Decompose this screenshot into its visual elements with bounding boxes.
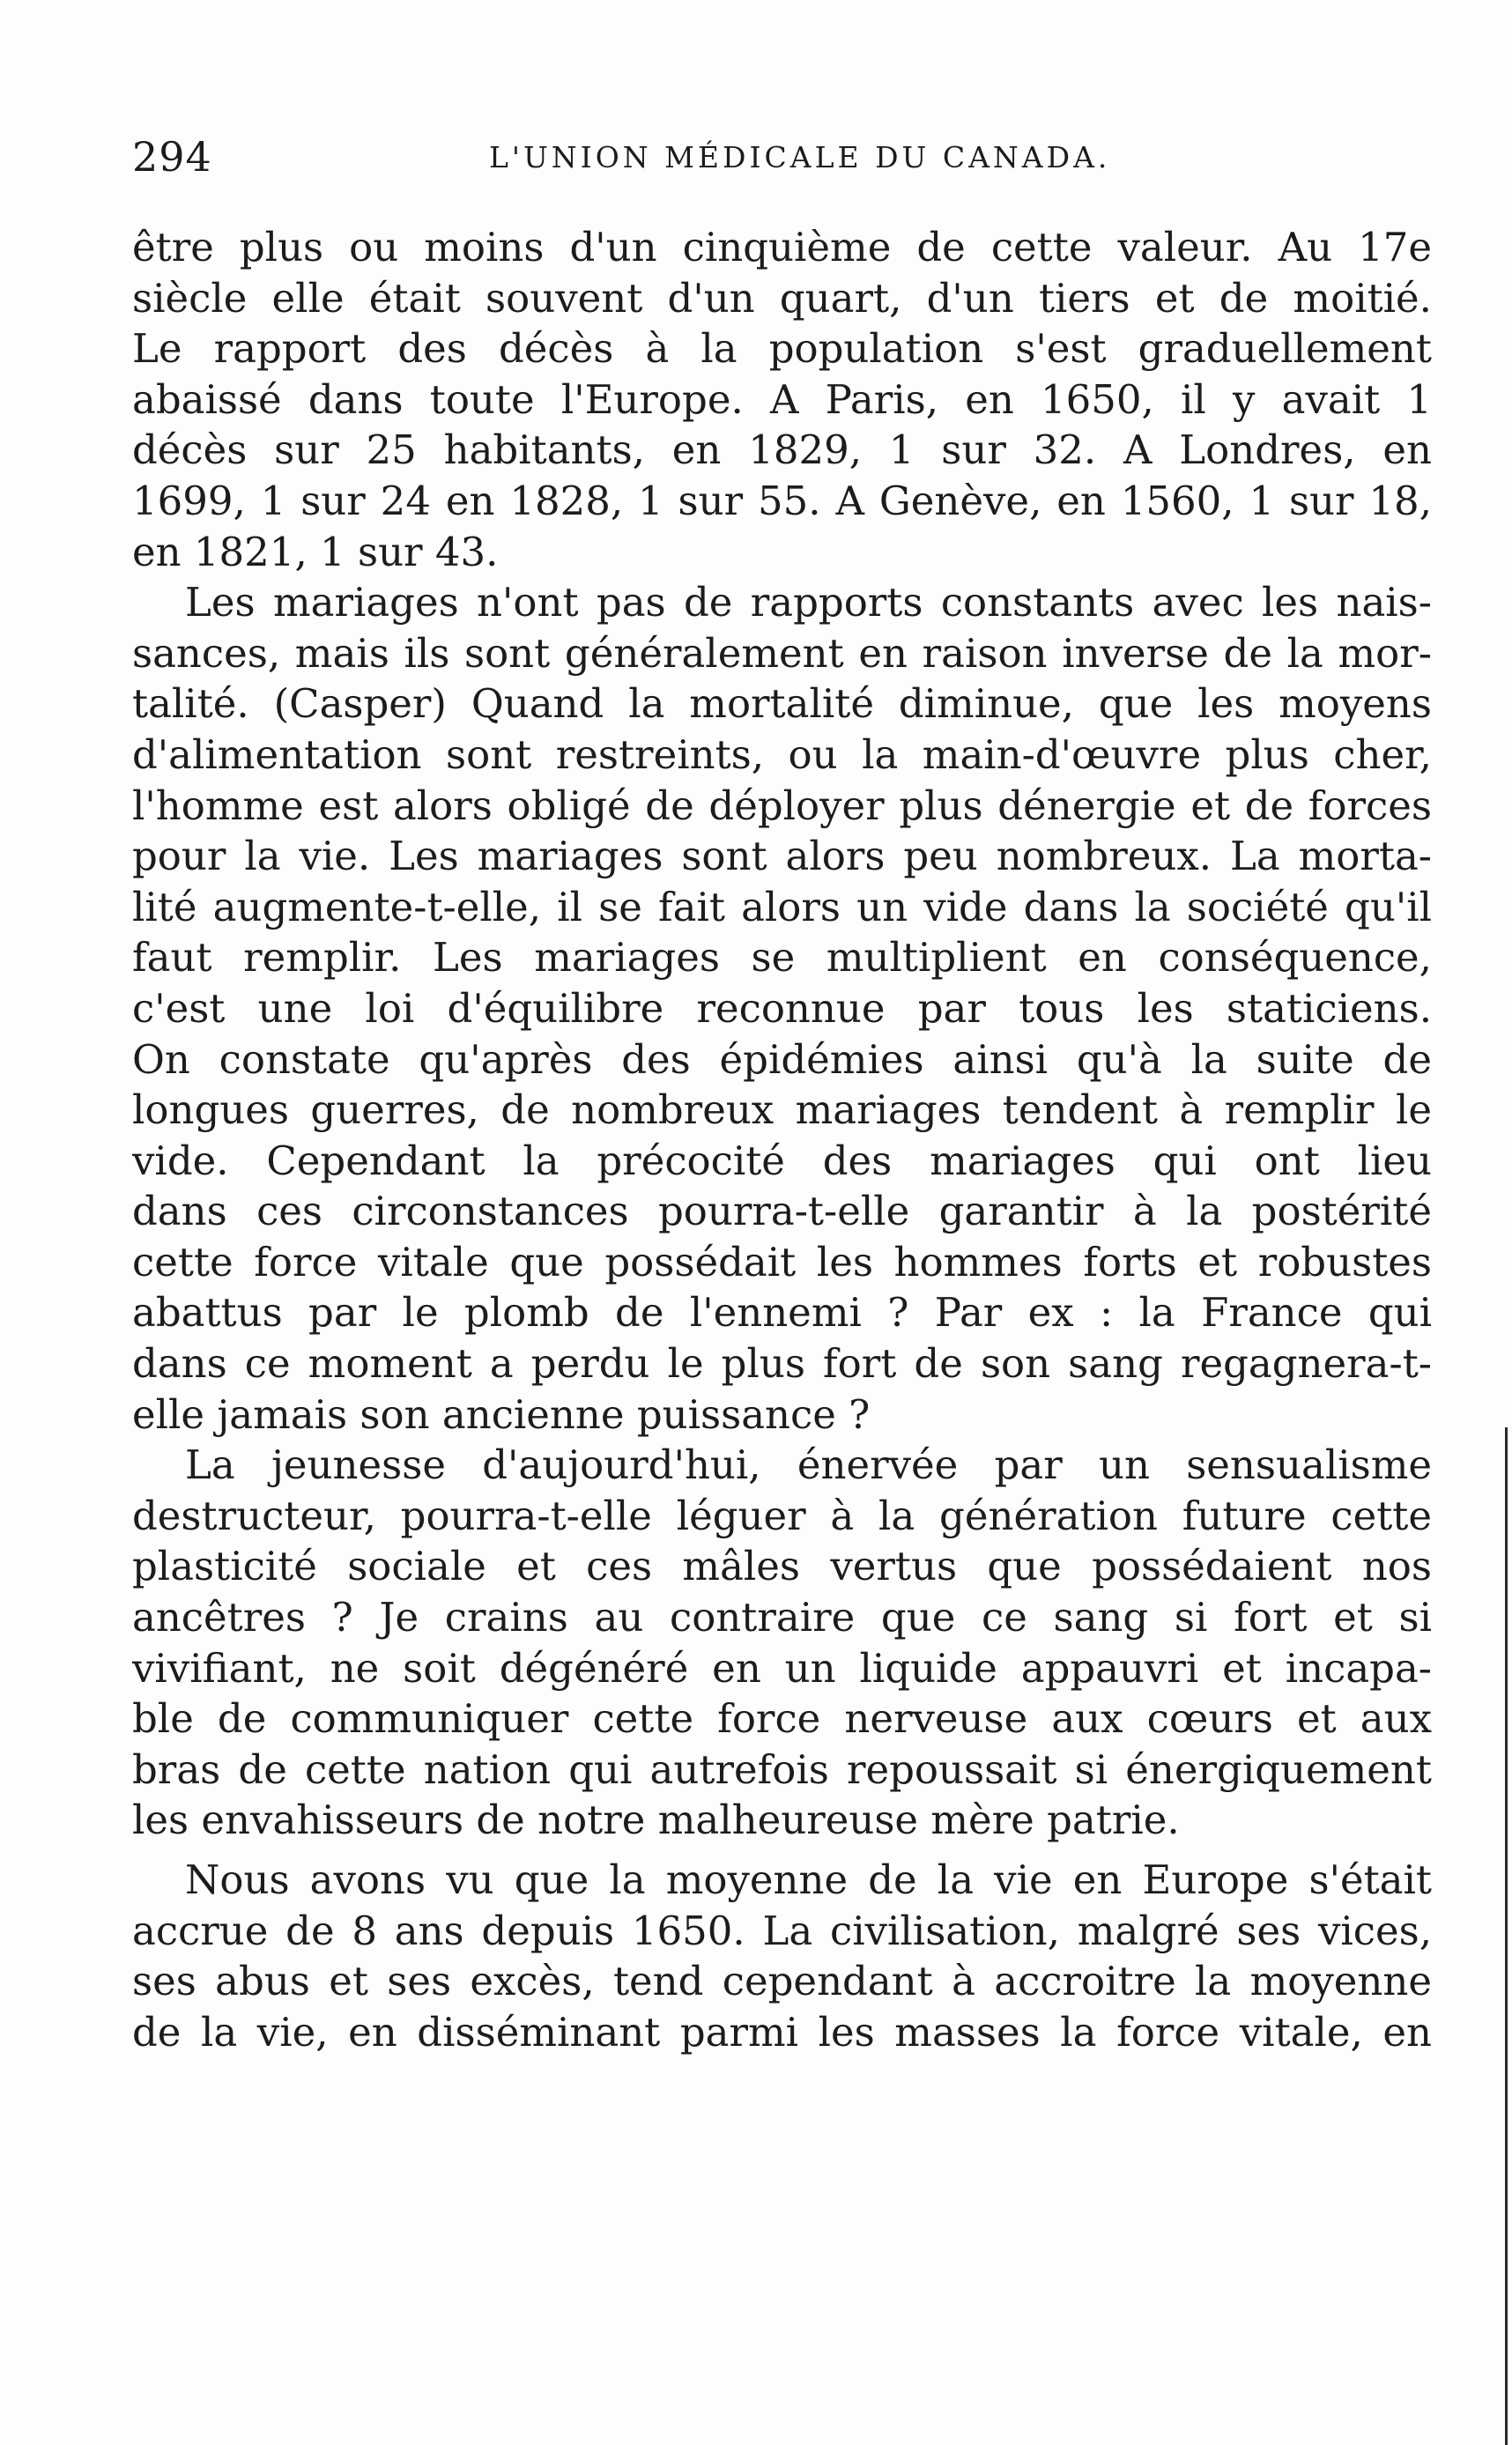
text-line: Les mariages n'ont pas de rapports constants avec les nais- bbox=[185, 579, 1432, 626]
paragraph-jeunesse bbox=[132, 1440, 1432, 1846]
text-line: longues guerres, de nombreux mariages tendent à remplir le bbox=[132, 1086, 1432, 1134]
text-line: abaissé dans toute l'Europe. A Paris, en 1650, il y avait 1 bbox=[132, 375, 1432, 423]
text-line: dans ce moment a perdu le plus fort de son sang regagnera-t- bbox=[132, 1340, 1432, 1388]
text-line: c'est une loi d'équilibre reconnue par tous les staticiens. bbox=[132, 984, 1432, 1032]
text-line: les envahisseurs de notre malheureuse mère patrie. bbox=[132, 1797, 1180, 1844]
paragraph-continuation bbox=[132, 222, 1432, 577]
running-header bbox=[132, 130, 1432, 183]
text-line: ses abus et ses excès, tend cependant à accroitre la moyenne bbox=[132, 1958, 1432, 2005]
text-line: être plus ou moins d'un cinquième de cette valeur. Au 17e bbox=[132, 224, 1432, 270]
text-line: faut remplir. Les mariages se multiplient en conséquence, bbox=[132, 934, 1432, 982]
text-line: accrue de 8 ans depuis 1650. La civilisation, malgré ses vices, bbox=[132, 1907, 1432, 1954]
page-number: 294 bbox=[132, 133, 212, 181]
text-line: destructeur, pourra-t-elle léguer à la génération future cette bbox=[132, 1492, 1432, 1539]
text-line: talité. (Casper) Quand la mortalité diminue, que les moyens bbox=[132, 680, 1432, 728]
text-line: cette force vitale que possédait les hommes forts et robustes bbox=[132, 1238, 1432, 1285]
text-line: l'homme est alors obligé de déployer plus dénergie et de forces bbox=[132, 782, 1432, 829]
text-line: plasticité sociale et ces mâles vertus que possédaient nos bbox=[132, 1543, 1432, 1590]
scan-edge-line bbox=[1505, 1427, 1508, 2445]
text-line: vivifiant, ne soit dégénéré en un liquide appauvri et incapa- bbox=[132, 1644, 1432, 1692]
journal-title: L'UNION MÉDICALE DU CANADA. bbox=[489, 140, 1111, 174]
text-line: ancêtres ? Je crains au contraire que ce sang si fort et si bbox=[132, 1594, 1432, 1641]
body-text bbox=[132, 222, 1432, 2057]
text-line: de la vie, en disséminant parmi les masses la force vitale, en bbox=[132, 2008, 1432, 2056]
text-line: abattus par le plomb de l'ennemi ? Par ex : la France qui bbox=[132, 1289, 1432, 1337]
text-line: Le rapport des décès à la population s'est graduellement bbox=[132, 325, 1432, 373]
text-line: décès sur 25 habitants, en 1829, 1 sur 32. A Londres, en bbox=[132, 426, 1432, 474]
text-line: siècle elle était souvent d'un quart, d'un tiers et de moitié. bbox=[132, 274, 1432, 322]
text-line: 1699, 1 sur 24 en 1828, 1 sur 55. A Genève, en 1560, 1 sur 18, bbox=[132, 477, 1432, 524]
text-line: sances, mais ils sont généralement en raison inverse de la mor- bbox=[132, 629, 1432, 677]
text-line: On constate qu'après des épidémies ainsi qu'à la suite de bbox=[132, 1035, 1432, 1083]
text-line: en 1821, 1 sur 43. bbox=[132, 528, 499, 575]
paragraph-mariages bbox=[132, 577, 1432, 1440]
text-line: ble de communiquer cette force nerveuse aux cœurs et aux bbox=[132, 1695, 1432, 1743]
text-line: lité augmente-t-elle, il se fait alors un vide dans la société qu'il bbox=[132, 883, 1432, 930]
text-line: bras de cette nation qui autrefois repoussait si énergiquement bbox=[132, 1745, 1432, 1793]
text-line: Nous avons vu que la moyenne de la vie en Europe s'était bbox=[185, 1856, 1432, 1903]
text-line: vide. Cependant la précocité des mariages qui ont lieu bbox=[132, 1137, 1432, 1184]
text-line: elle jamais son ancienne puissance ? bbox=[132, 1390, 871, 1438]
text-line: dans ces circonstances pourra-t-elle garantir à la postérité bbox=[132, 1188, 1432, 1235]
text-line: pour la vie. Les mariages sont alors peu nombreux. La morta- bbox=[132, 833, 1432, 880]
paragraph-moyenne-vie bbox=[132, 1855, 1432, 2057]
text-line: d'alimentation sont restreints, ou la main-d'œuvre plus cher, bbox=[132, 730, 1432, 778]
text-line: La jeunesse d'aujourd'hui, énervée par un sensualisme bbox=[185, 1441, 1432, 1489]
